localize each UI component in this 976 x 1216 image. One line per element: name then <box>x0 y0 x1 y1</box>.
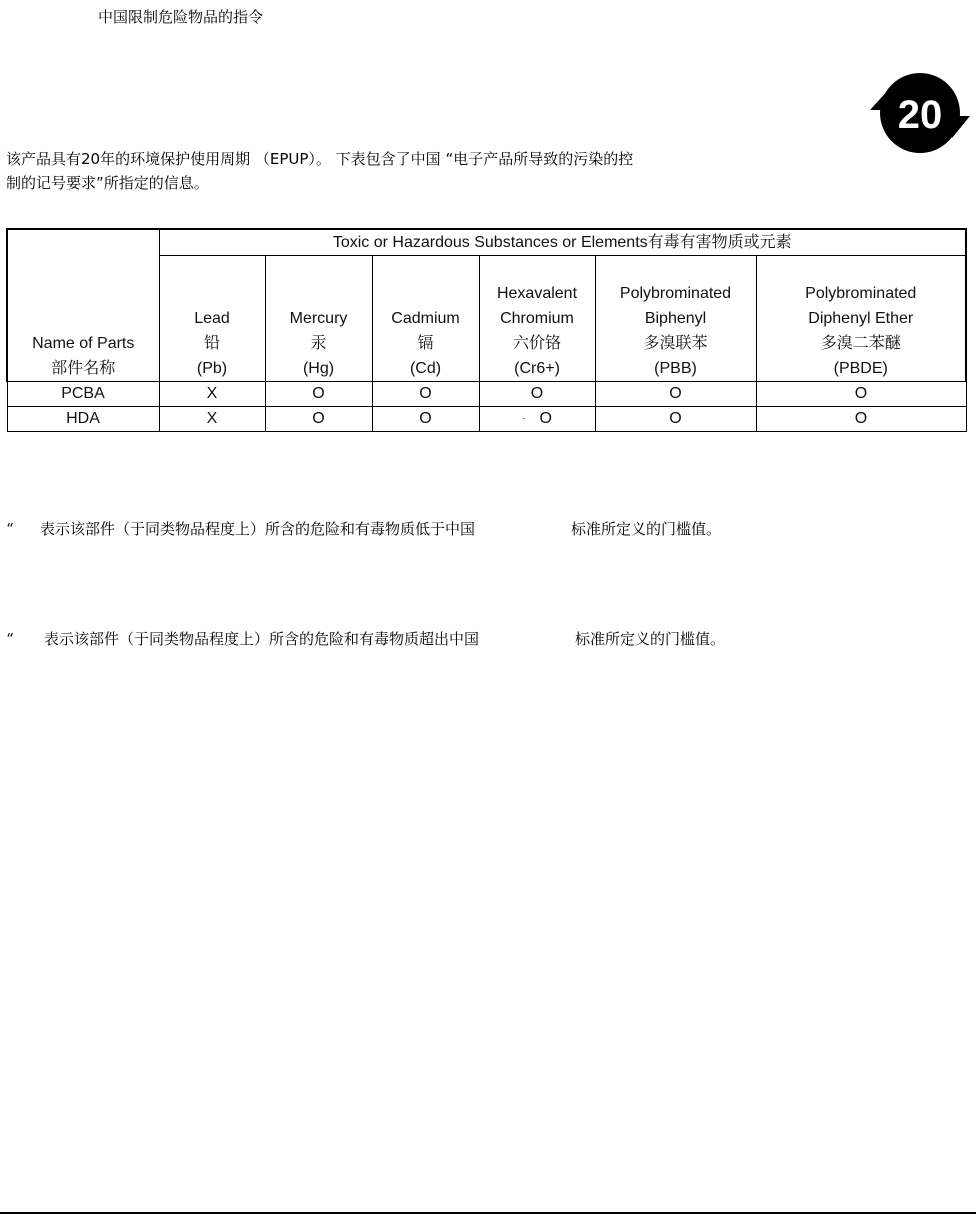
value-cell: O <box>479 382 595 407</box>
epup-number: 20 <box>897 93 943 137</box>
value-cell: X <box>159 407 265 432</box>
table-row <box>7 382 966 407</box>
column-header-mercury: Mercury 汞 (Hg) <box>265 256 372 382</box>
footer-divider <box>0 1212 976 1214</box>
column-header-hexavalent-chromium: Hexavalent Chromium 六价铬 (Cr6+) <box>479 256 595 382</box>
value-cell: O <box>595 407 756 432</box>
note-below-threshold: “ 表示该部件（于同类物品程度上）所含的危险和有毒物质低于中国 标准所定义的门槛值。 <box>6 520 722 538</box>
value-cell: O <box>756 382 966 407</box>
value-cell: O <box>265 382 372 407</box>
substances-group-header: Toxic or Hazardous Substances or Elements有毒有害物质或元素 <box>159 229 966 256</box>
part-name-cell: HDA <box>7 407 159 432</box>
value-cell: O <box>265 407 372 432</box>
intro-line-2: 制的记号要求”所指定的信息。 <box>6 174 209 192</box>
document-title: 中国限制危险物品的指令 <box>98 8 264 26</box>
intro-paragraph <box>6 146 866 196</box>
stray-mark: · <box>522 412 526 424</box>
intro-line-1: 该产品具有20年的环境保护使用周期 （EPUP）。 下表包含了中国 “电子产品所导致的污染的控 <box>6 150 634 168</box>
column-header-lead: Lead 铅 (Pb) <box>159 256 265 382</box>
value-cell: X <box>159 382 265 407</box>
epup-20-recycle-icon <box>868 70 972 156</box>
note-exceeds-threshold: “ 表示该部件（于同类物品程度上）所含的危险和有毒物质超出中国 标准所定义的门槛值。 <box>6 630 726 648</box>
hazardous-substances-table <box>6 228 967 432</box>
value-cell: O <box>756 407 966 432</box>
name-of-parts-header: Name of Parts 部件名称 <box>7 229 159 382</box>
table-row <box>7 407 966 432</box>
value-cell: O <box>372 407 479 432</box>
column-header-pbb: Polybrominated Biphenyl 多溴联苯 (PBB) <box>595 256 756 382</box>
column-header-cadmium: Cadmium 镉 (Cd) <box>372 256 479 382</box>
part-name-cell: PCBA <box>7 382 159 407</box>
value-cell: O <box>372 382 479 407</box>
value-cell: O <box>595 382 756 407</box>
column-header-pbde: Polybrominated Diphenyl Ether 多溴二苯醚 (PBDE) <box>756 256 966 382</box>
value-cell: · O <box>479 407 595 432</box>
